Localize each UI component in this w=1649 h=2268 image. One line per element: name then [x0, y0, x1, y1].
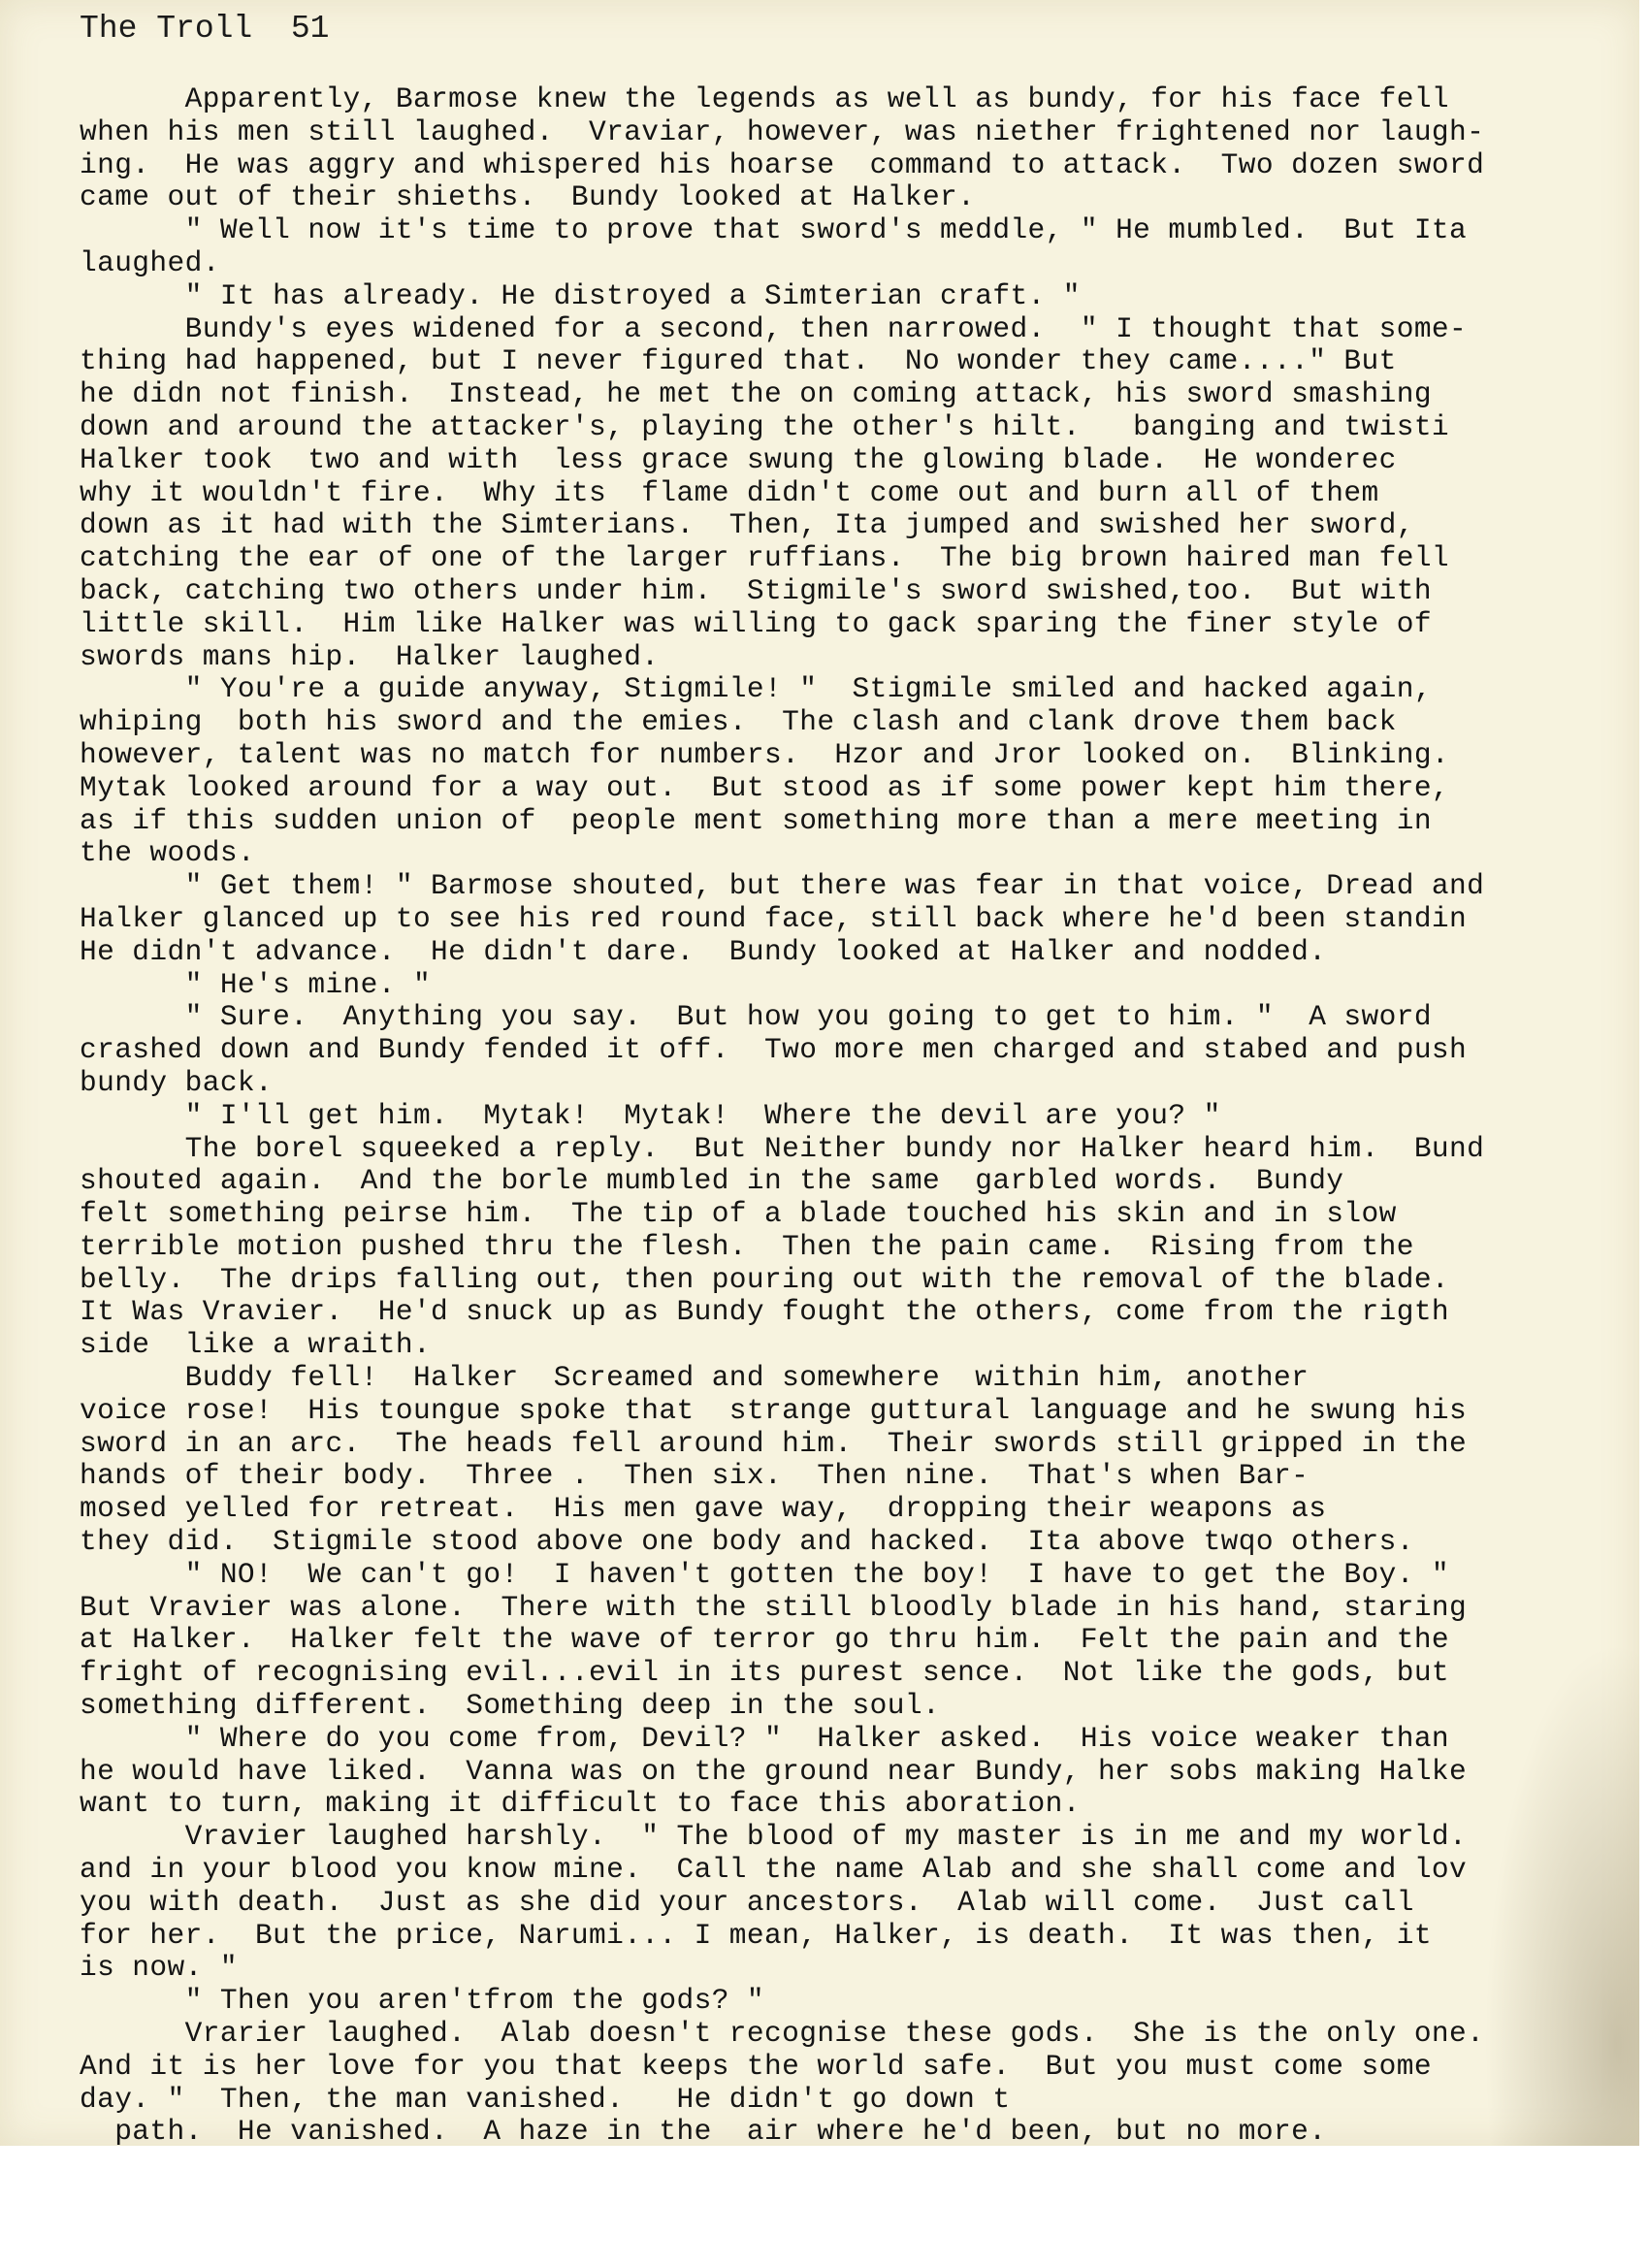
- body-text: [80, 83, 1639, 2146]
- text-line: Buddy fell! Halker Screamed and somewhere within him, another: [80, 1361, 1310, 1395]
- text-line: for her. But the price, Narumi... I mean, Halker, is death. It was then, it: [80, 1918, 1432, 1952]
- text-line: Halker took two and with less grace swung the glowing blade. He wonderec: [80, 442, 1397, 476]
- text-line: he didn not finish. Instead, he met the on coming attack, his sword smashing: [80, 377, 1432, 411]
- text-line: crashed down and Bundy fended it off. Two more men charged and stabed and push: [80, 1033, 1468, 1067]
- text-line: belly. The drips falling out, then pouring out with the removal of the blade.: [80, 1262, 1450, 1296]
- text-line: voice rose! His toungue spoke that strange guttural language and he swung his: [80, 1393, 1468, 1427]
- header-title: The Troll: [80, 11, 253, 47]
- text-line: " Get them! " Barmose shouted, but there was fear in that voice, Dread and: [80, 869, 1485, 903]
- text-line: laughed.: [80, 245, 220, 279]
- text-line: is now. ": [80, 1951, 238, 1985]
- text-line: Apparently, Barmose knew the legends as well as bundy, for his face fell: [80, 82, 1450, 115]
- text-line: But Vravier was alone. There with the still bloodly blade in his hand, staring: [80, 1590, 1468, 1624]
- text-line: hands of their body. Three . Then six. Then nine. That's when Bar-: [80, 1459, 1310, 1493]
- text-line: came out of their shieths. Bundy looked at Halker.: [80, 180, 976, 214]
- text-line: mosed yelled for retreat. His men gave way, dropping their weapons as: [80, 1492, 1327, 1526]
- text-line: little skill. Him like Halker was willing to gack sparing the finer style of: [80, 606, 1432, 640]
- text-line: something different. Something deep in the soul.: [80, 1689, 941, 1723]
- text-line: shouted again. And the borle mumbled in the same garbled words. Bundy: [80, 1164, 1344, 1198]
- text-line: at Halker. Halker felt the wave of terror go thru him. Felt the pain and the: [80, 1623, 1450, 1657]
- text-line: fright of recognising evil...evil in its purest sence. Not like the gods, but: [80, 1656, 1450, 1690]
- text-line: He didn't advance. He didn't dare. Bundy looked at Halker and nodded.: [80, 934, 1327, 968]
- text-line: Halker glanced up to see his red round face, still back where he'd been standin: [80, 901, 1468, 935]
- text-line: terrible motion pushed thru the flesh. Then the pain came. Rising from the: [80, 1229, 1414, 1263]
- text-line: Vrarier laughed. Alab doesn't recognise these gods. She is the only one.: [80, 2017, 1485, 2051]
- text-line: why it wouldn't fire. Why its flame didn't come out and burn all of them: [80, 475, 1379, 509]
- text-line: swords mans hip. Halker laughed.: [80, 639, 660, 673]
- text-line: and in your blood you know mine. Call the name Alab and she shall come and lov: [80, 1853, 1468, 1887]
- text-line: back, catching two others under him. Stigmile's sword swished,too. But with: [80, 573, 1432, 607]
- text-line: " You're a guide anyway, Stigmile! " Stigmile smiled and hacked again,: [80, 672, 1432, 706]
- page-header: [80, 10, 329, 49]
- text-line: " NO! We can't go! I haven't gotten the boy! I have to get the Boy. ": [80, 1557, 1450, 1591]
- text-line: It Was Vravier. He'd snuck up as Bundy fought the others, come from the rigth: [80, 1295, 1450, 1329]
- text-line: And it is her love for you that keeps the world safe. But you must come some: [80, 2049, 1432, 2083]
- text-line: sword in an arc. The heads fell around him. Their swords still gripped in the: [80, 1426, 1468, 1460]
- text-line: The borel squeeked a reply. But Neither bundy nor Halker heard him. Bund: [80, 1131, 1485, 1165]
- text-line: Vravier laughed harshly. " The blood of my master is in me and my world.: [80, 1820, 1468, 1854]
- text-line: bundy back.: [80, 1065, 274, 1099]
- page-number: 51: [290, 11, 330, 47]
- text-line: the woods.: [80, 836, 256, 870]
- text-line: they did. Stigmile stood above one body and hacked. Ita above twqo others.: [80, 1525, 1414, 1559]
- text-line: " It has already. He distroyed a Simterian craft. ": [80, 278, 1081, 312]
- text-line: ing. He was aggry and whispered his hoarse command to attack. Two dozen sword: [80, 147, 1485, 181]
- text-line: side like a wraith.: [80, 1328, 432, 1362]
- text-line: day. " Then, the man vanished. He didn't go down t: [80, 2082, 1011, 2116]
- text-line: however, talent was no match for numbers. Hzor and Jror looked on. Blinking.: [80, 737, 1450, 771]
- text-line: felt something peirse him. The tip of a blade touched his skin and in slow: [80, 1197, 1397, 1231]
- text-line: as if this sudden union of people ment something more than a mere meeting in: [80, 803, 1432, 837]
- text-line: Mytak looked around for a way out. But stood as if some power kept him there,: [80, 770, 1450, 804]
- text-line: " Where do you come from, Devil? " Halker asked. His voice weaker than: [80, 1721, 1450, 1755]
- text-line: down and around the attacker's, playing the other's hilt. banging and twisti: [80, 409, 1450, 443]
- text-line: you with death. Just as she did your ancestors. Alab will come. Just call: [80, 1885, 1414, 1919]
- text-line: " Sure. Anything you say. But how you going to get to him. " A sword: [80, 1000, 1432, 1034]
- text-line: whiping both his sword and the emies. The clash and clank drove them back: [80, 705, 1397, 739]
- text-line: Bundy's eyes widened for a second, then narrowed. " I thought that some-: [80, 311, 1468, 345]
- text-line: " I'll get him. Mytak! Mytak! Where the devil are you? ": [80, 1098, 1221, 1132]
- text-line: down as it had with the Simterians. Then, Ita jumped and swished her sword,: [80, 508, 1414, 542]
- text-line: " Then you aren'tfrom the gods? ": [80, 1984, 765, 2018]
- text-line: he would have liked. Vanna was on the ground near Bundy, her sobs making Halke: [80, 1754, 1468, 1788]
- text-line: thing had happened, but I never figured that. No wonder they came...." But: [80, 344, 1414, 378]
- text-line: " He's mine. ": [80, 967, 432, 1001]
- page-bottom-margin: [0, 2146, 1649, 2268]
- text-line: want to turn, making it difficult to face this aboration.: [80, 1787, 1081, 1821]
- text-line: path. He vanished. A haze in the air where he'd been, but no more.: [80, 2115, 1327, 2146]
- text-line: catching the ear of one of the larger ruffians. The big brown haired man fell: [80, 541, 1450, 575]
- text-line: when his men still laughed. Vraviar, however, was niether frightened nor laugh-: [80, 114, 1485, 148]
- text-line: " Well now it's time to prove that sword's meddle, " He mumbled. But Ita: [80, 213, 1468, 247]
